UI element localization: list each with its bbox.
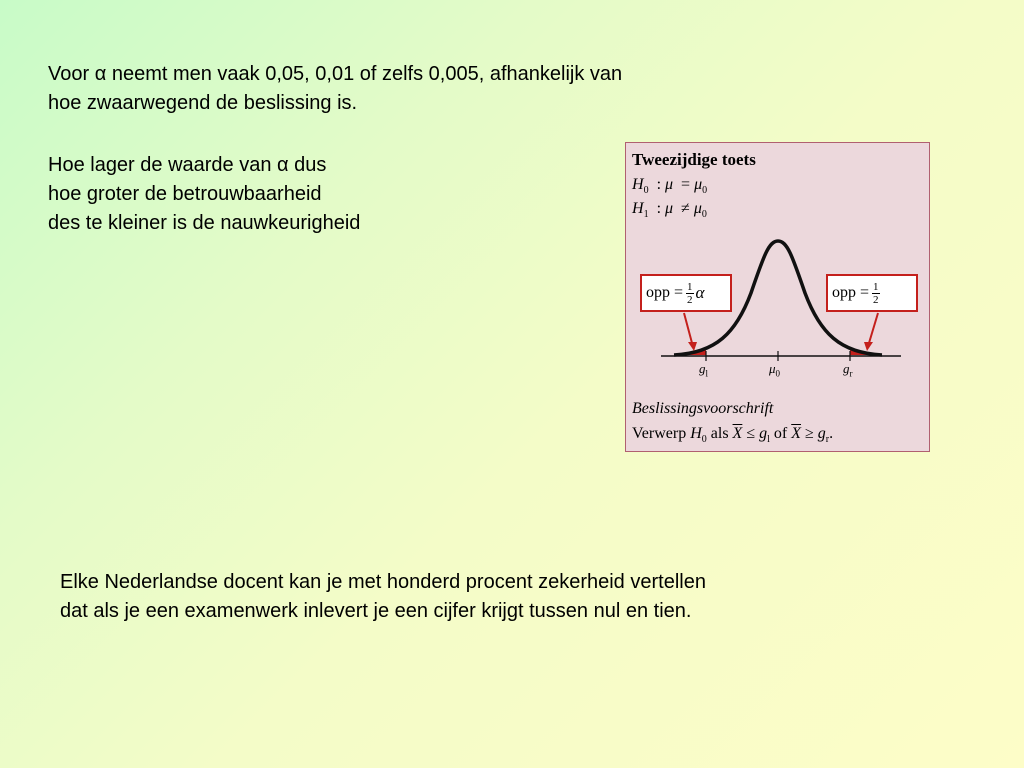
closing-line-1: Elke Nederlandse docent kan je met honderd procent zekerheid vertellen <box>60 571 706 593</box>
decision-rule: Verwerp $H_0$ als $\overline{X} \le g_l$ of $\overline{X} \ge g_r$. <box>632 425 834 446</box>
alpha-points-text <box>48 151 360 238</box>
intro-line-1: Voor α neemt men vaak 0,05, 0,01 of zelfs 0,005, afhankelijk van <box>48 63 623 85</box>
label-g-right: $g_r$ <box>843 361 853 379</box>
closing-line-2: dat als je een examenwerk inlevert je een cijfer krijgt tussen nul en tien. <box>60 600 692 622</box>
left-arrow-head <box>688 342 697 351</box>
point-line-3: des te kleiner is de nauwkeurigheid <box>48 212 361 234</box>
right-area-box: opp = $\frac{1}{2}$ <box>826 274 918 312</box>
left-arrow-shaft <box>684 313 692 343</box>
figure-title: Tweezijdige toets <box>632 150 756 169</box>
point-line-1: Hoe lager de waarde van α dus <box>48 154 327 176</box>
right-arrow-head <box>864 342 873 351</box>
intro-line-2: hoe zwaarwegend de beslissing is. <box>48 92 358 114</box>
alternative-hypothesis: $H_1$ : $\mu \ne \mu_0$ <box>632 200 707 221</box>
label-mu0: $\mu_0$ <box>769 361 781 379</box>
decision-rule-title: Beslissingsvoorschrift <box>632 400 774 417</box>
closing-text <box>60 568 706 626</box>
label-g-left: $g_l$ <box>699 361 709 379</box>
intro-text <box>48 60 622 118</box>
right-arrow-shaft <box>869 313 878 343</box>
two-sided-test-figure <box>625 142 930 452</box>
point-line-2: hoe groter de betrouwbaarheid <box>48 183 322 205</box>
left-area-box: opp = $\frac{1}{2}$ α <box>640 274 732 312</box>
null-hypothesis: $H_0$ : $\mu = \mu_0$ <box>632 176 708 197</box>
